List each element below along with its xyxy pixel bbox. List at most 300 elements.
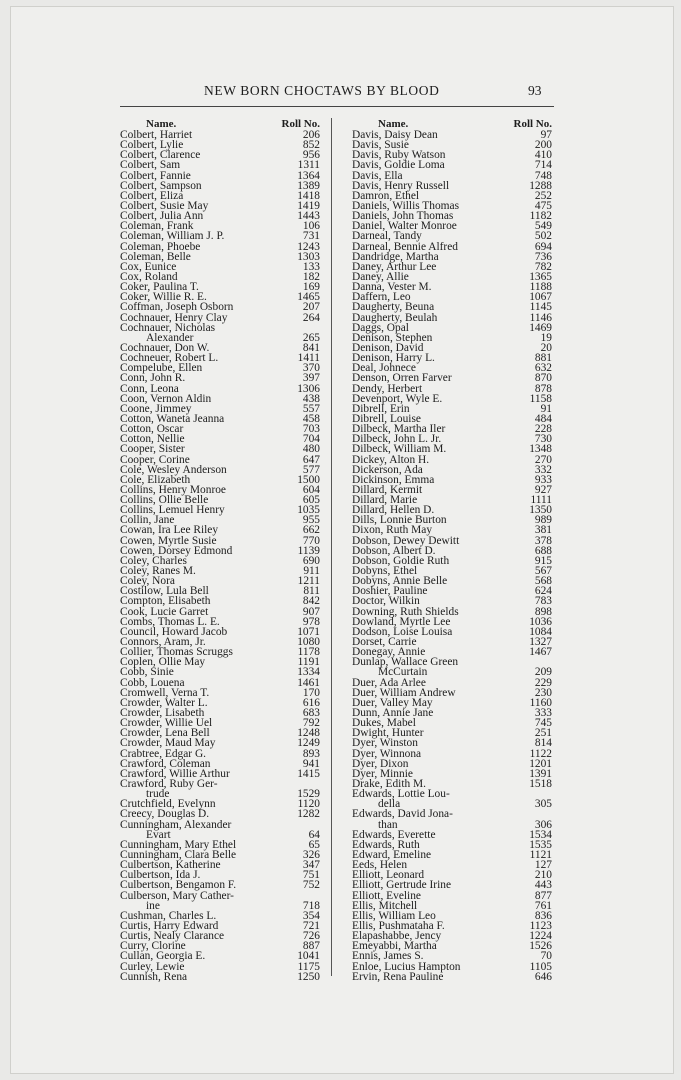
roll-number: 1534 [529, 828, 552, 841]
roll-number: 736 [534, 250, 552, 263]
roll-number: 1248 [297, 727, 320, 740]
roll-number: 703 [302, 423, 320, 436]
roll-number: 1288 [529, 179, 552, 192]
roll-number: 605 [302, 494, 320, 507]
roll-number: 1188 [529, 281, 552, 294]
entry-name: Dills, Lonnie Burton [352, 514, 447, 527]
entry-name: ine [146, 899, 160, 912]
entry-name: Cooper, Corine [120, 453, 190, 466]
entry-name: Eeds, Helen [352, 859, 408, 872]
roll-number: 1469 [529, 321, 552, 334]
roll-number: 332 [534, 463, 552, 476]
entry-name: Cochnauer, Nicholas [120, 321, 216, 334]
roll-number: 783 [534, 595, 552, 608]
entry-name: Curtis, Harry Edward [120, 919, 219, 932]
entry-name: Dodson, Loise Louisa [352, 625, 453, 638]
entry-name: Doshier, Pauline [352, 585, 428, 598]
roll-number: 624 [534, 585, 552, 598]
roll-number: 70 [540, 950, 552, 963]
entry-name: Dilbeck, Martha Iler [352, 423, 446, 436]
roll-number: 206 [302, 129, 320, 141]
roll-number: 210 [534, 869, 552, 882]
entry-name: Ellis, William Leo [352, 909, 436, 922]
entry-name: Collier, Thomas Scruggs [120, 646, 233, 659]
roll-number: 251 [534, 727, 552, 740]
roll-number: 877 [534, 889, 552, 902]
entry-name: Compton, Elisabeth [120, 595, 211, 608]
roll-number: 1391 [529, 767, 552, 780]
roll-number: 1243 [297, 240, 320, 253]
roll-number: 870 [534, 372, 552, 385]
entry-name: Colbert, Lylie [120, 139, 184, 152]
entry-name: Connors, Aram, Jr. [120, 636, 206, 649]
entry-name: Dibrell, Louise [352, 412, 421, 425]
roll-number: 1158 [529, 392, 552, 405]
roll-number: 842 [302, 595, 320, 608]
entry-name: Drake, Edith M. [352, 778, 427, 790]
entry-name: Daggs, Opal [352, 321, 409, 334]
entry-name: Crowder, Lisabeth [120, 707, 205, 720]
entry-name: Cunningham, Clara Belle [120, 848, 237, 861]
roll-number: 1306 [297, 382, 320, 395]
entry-name: Coone, Jimmey [120, 402, 192, 415]
roll-number: 1303 [297, 250, 320, 263]
roll-number: 915 [534, 554, 552, 567]
roll-number: 752 [302, 879, 320, 892]
roll-number: 782 [534, 260, 552, 273]
roll-number: 207 [302, 301, 320, 314]
entry-name: Cochnauer, Don W. [120, 341, 210, 354]
entry-name: Dukes, Mabel [352, 717, 416, 730]
roll-number: 1282 [297, 808, 320, 821]
list-item [120, 951, 320, 961]
roll-number: 19 [540, 331, 552, 344]
entry-name: Cox, Eunice [120, 260, 177, 273]
roll-number: 1348 [529, 443, 552, 456]
entry-name: Crowder, Lena Bell [120, 727, 210, 740]
entry-name: Cochneuer, Robert L. [120, 352, 219, 365]
roll-number: 694 [534, 240, 552, 253]
entry-name: Colbert, Fannie [120, 169, 191, 182]
entry-name: Coon, Vernon Aldin [120, 392, 212, 405]
roll-number: 730 [534, 433, 552, 446]
entry-name: Duer, William Andrew [352, 686, 456, 699]
column-divider [331, 118, 332, 976]
entry-name: Denson, Orren Farver [352, 372, 452, 385]
roll-number: 1080 [297, 636, 320, 649]
roll-number: 1334 [297, 666, 320, 679]
roll-number: 568 [534, 575, 552, 588]
list-item [352, 972, 552, 982]
entry-name: Cowan, Ira Lee Riley [120, 524, 219, 537]
entry-name: Collin, Jane [120, 514, 175, 527]
entry-name: Duer, Valley May [352, 696, 433, 709]
roll-number: 646 [534, 970, 552, 983]
roll-number: 1178 [297, 646, 320, 659]
entry-name: Dobson, Dewey Dewitt [352, 534, 460, 547]
roll-number: 333 [534, 707, 552, 720]
roll-number: 1105 [529, 960, 552, 973]
entry-name: McCurtain [378, 666, 428, 679]
list-item [120, 373, 320, 383]
entry-name: Crabtree, Edgar G. [120, 747, 207, 760]
entry-name: Conn, John R. [120, 372, 186, 385]
roll-number: 907 [302, 605, 320, 618]
roll-number: 209 [534, 666, 552, 679]
roll-number: 1146 [529, 311, 552, 324]
entry-name: Ellis, Pushmataha F. [352, 919, 445, 932]
entry-name: Cobb, Sinie [120, 666, 174, 679]
entry-name: Dickerson, Ada [352, 463, 423, 476]
entry-name: Dickey, Alton H. [352, 453, 430, 466]
entry-name: Edwards, David Jona- [352, 808, 453, 821]
entry-name: Curley, Lewie [120, 960, 185, 973]
roll-number: 841 [302, 341, 320, 354]
roll-number: 170 [302, 686, 320, 699]
roll-number: 1443 [297, 210, 320, 223]
entry-name: Elliott, Gertrude Irine [352, 879, 452, 892]
header-rule [120, 106, 554, 107]
entry-name: Edwards, Ruth [352, 838, 420, 851]
roll-number: 941 [302, 757, 320, 770]
roll-number: 898 [534, 605, 552, 618]
list-item [120, 302, 320, 312]
page-header [10, 83, 674, 103]
entry-name: Cotton, Oscar [120, 423, 184, 436]
roll-number: 1350 [529, 504, 552, 517]
entry-name: Dillard, Kermit [352, 483, 423, 496]
roll-number: 647 [302, 453, 320, 466]
roll-number: 347 [302, 859, 320, 872]
roll-number: 704 [302, 433, 320, 446]
entry-name: Denison, David [352, 341, 424, 354]
entry-name: Denison, Harry L. [352, 352, 435, 365]
entry-name: Dillard, Hellen D. [352, 504, 435, 517]
entry-name: Coley, Ranes M. [120, 565, 196, 578]
entry-name: Dilbeck, William M. [352, 443, 447, 456]
entry-name: Dobyns, Annie Belle [352, 575, 448, 588]
document-page [10, 6, 674, 1074]
roll-number: 1111 [530, 494, 552, 507]
entry-name: Cochnauer, Henry Clay [120, 311, 228, 324]
entry-name: Daugherty, Beuna [352, 301, 435, 314]
roll-number: 378 [534, 534, 552, 547]
roll-number: 836 [534, 909, 552, 922]
entry-name: Colbert, Harriet [120, 129, 193, 141]
entry-name: Colbert, Clarence [120, 149, 201, 162]
roll-number: 1041 [297, 950, 320, 963]
entry-name: Daffern, Leo [352, 291, 411, 304]
entry-name: Cotton, Waneta Jeanna [120, 412, 225, 425]
entry-name: Daniels, Willis Thomas [352, 199, 460, 212]
entry-name: Cobb, Louena [120, 676, 185, 689]
roll-number: 792 [302, 717, 320, 730]
roll-number: 1123 [529, 919, 552, 932]
roll-number: 438 [302, 392, 320, 405]
roll-number: 169 [302, 281, 320, 294]
list-item [352, 951, 552, 961]
entry-name: Coleman, William J. P. [120, 230, 225, 243]
entry-name: Colbert, Sampson [120, 179, 202, 192]
roll-number: 200 [534, 139, 552, 152]
entry-name: Coffman, Joseph Osborn [120, 301, 234, 314]
roll-number: 989 [534, 514, 552, 527]
roll-number: 1526 [529, 940, 552, 953]
roll-number: 721 [302, 919, 320, 932]
roll-number: 1535 [529, 838, 552, 851]
entry-name: Coley, Charles [120, 554, 187, 567]
roll-number: 1160 [529, 696, 552, 709]
entry-name: Conn, Leona [120, 382, 179, 395]
entry-name: Enloe, Lucius Hampton [352, 960, 461, 973]
entry-name: Dwight, Hunter [352, 727, 424, 740]
entry-name: Elapashabbe, Jency [352, 930, 442, 943]
entry-name: Coleman, Phoebe [120, 240, 201, 253]
roll-number: 745 [534, 717, 552, 730]
entry-name: Dunlap, Wallace Green [352, 656, 459, 669]
roll-number: 265 [302, 331, 320, 344]
entry-name: Dibrell, Erin [352, 402, 410, 415]
entry-name: Dunn, Annie Jane [352, 707, 434, 720]
entry-name: Cowen, Myrtle Susie [120, 534, 217, 547]
entry-name: Daugherty, Beulah [352, 311, 438, 324]
roll-number: 1224 [529, 930, 552, 943]
entry-name: Daniels, John Thomas [352, 210, 454, 223]
list-item [120, 972, 320, 982]
entry-name: Cole, Wesley Anderson [120, 463, 227, 476]
entry-name: Dilbeck, John L. Jr. [352, 433, 442, 446]
roll-number: 1418 [297, 189, 320, 202]
entry-name: Culbertson, Ida J. [120, 869, 201, 882]
roll-number: 1389 [297, 179, 320, 192]
roll-number: 1327 [529, 636, 552, 649]
entry-name: Colbert, Eliza [120, 189, 184, 202]
entry-name: Culbertson, Bengamon F. [120, 879, 237, 892]
entry-name: Collins, Lemuel Henry [120, 504, 225, 517]
roll-number: 1500 [297, 473, 320, 486]
roll-number: 410 [534, 149, 552, 162]
entry-name: Culberson, Mary Cather- [120, 889, 234, 902]
entry-name: Ellis, Mitchell [352, 899, 418, 912]
entry-name: Elliott, Leonard [352, 869, 425, 882]
roll-number: 956 [302, 149, 320, 162]
roll-number: 370 [302, 362, 320, 375]
right-column [352, 118, 552, 982]
entry-name: than [378, 818, 398, 831]
roll-number: 567 [534, 565, 552, 578]
entry-name: Cunnish, Rena [120, 970, 188, 983]
roll-number: 306 [534, 818, 552, 831]
entry-name: Dickinson, Emma [352, 473, 435, 486]
entry-name: Duer, Ada Arlee [352, 676, 426, 689]
roll-number: 1311 [297, 159, 320, 172]
entry-name: Emeyabbi, Martha [352, 940, 437, 953]
entry-name: Dobyns, Ethel [352, 565, 418, 578]
entry-name: Crawford, Ruby Ger- [120, 778, 218, 790]
roll-number: 748 [534, 169, 552, 182]
entry-name: Downing, Ruth Shields [352, 605, 459, 618]
entry-name: Davis, Goldie Loma [352, 159, 445, 172]
roll-number: 557 [302, 402, 320, 415]
roll-number: 475 [534, 199, 552, 212]
entry-name: Cook, Lucie Garret [120, 605, 209, 618]
roll-number: 106 [302, 220, 320, 233]
roll-number: 270 [534, 453, 552, 466]
roll-number: 502 [534, 230, 552, 243]
entry-name: Crowder, Maud May [120, 737, 216, 750]
roll-number: 718 [302, 899, 320, 912]
roll-number: 381 [534, 524, 552, 537]
entry-name: della [378, 798, 401, 811]
entry-name: Dyer, Minnie [352, 767, 413, 780]
roll-number: 1121 [529, 848, 552, 861]
entry-name: Edwards, Lottie Lou- [352, 788, 450, 801]
entry-name: Evart [146, 828, 171, 841]
entry-name: Creecy, Douglas D. [120, 808, 210, 821]
left-column [120, 118, 320, 982]
roll-header: Roll No. [281, 118, 320, 130]
entry-name: Cox, Roland [120, 270, 178, 283]
roll-number: 927 [534, 483, 552, 496]
entry-name: Cromwell, Verna T. [120, 686, 210, 699]
roll-number: 726 [302, 930, 320, 943]
roll-number: 1250 [297, 970, 320, 983]
roll-number: 458 [302, 412, 320, 425]
roll-number: 1182 [529, 210, 552, 223]
roll-number: 64 [308, 828, 320, 841]
entry-name: Curry, Clorine [120, 940, 186, 953]
roll-number: 1465 [297, 291, 320, 304]
entry-name: Danna, Vester M. [352, 281, 432, 294]
roll-number: 751 [302, 869, 320, 882]
entry-name: Cowen, Dorsey Edmond [120, 544, 233, 557]
roll-number: 1067 [529, 291, 552, 304]
entry-name: Coleman, Belle [120, 250, 191, 263]
roll-number: 549 [534, 220, 552, 233]
roll-number: 1415 [297, 767, 320, 780]
entry-name: Cooper, Sister [120, 443, 185, 456]
entry-name: Coplen, Ollie May [120, 656, 206, 669]
roll-header: Roll No. [513, 118, 552, 130]
roll-number: 484 [534, 412, 552, 425]
entry-name: Colbert, Sam [120, 159, 181, 172]
roll-number: 1461 [297, 676, 320, 689]
entry-name: trude [146, 788, 170, 801]
entry-name: Edwards, Everette [352, 828, 436, 841]
entry-name: Dobson, Albert D. [352, 544, 436, 557]
roll-number: 714 [534, 159, 552, 172]
roll-number: 690 [302, 554, 320, 567]
entry-name: Davis, Henry Russell [352, 179, 450, 192]
entry-name: Dixon, Ruth May [352, 524, 433, 537]
entry-name: Council, Howard Jacob [120, 625, 228, 638]
roll-number: 814 [534, 737, 552, 750]
entry-name: Edward, Emeline [352, 848, 432, 861]
entry-name: Collins, Henry Monroe [120, 483, 226, 496]
roll-number: 252 [534, 189, 552, 202]
name-header: Name. [378, 118, 409, 130]
entry-name: Crutchfield, Evelynn [120, 798, 216, 811]
roll-number: 65 [308, 838, 320, 851]
roll-number: 662 [302, 524, 320, 537]
roll-number: 1201 [529, 757, 552, 770]
list-item [352, 444, 552, 454]
entry-name: Dyer, Winston [352, 737, 418, 750]
entry-name: Dillard, Marie [352, 494, 418, 507]
roll-number: 354 [302, 909, 320, 922]
roll-number: 1364 [297, 169, 320, 182]
entry-name: Costilow, Lula Bell [120, 585, 209, 598]
entry-name: Colbert, Susie May [120, 199, 209, 212]
roll-number: 688 [534, 544, 552, 557]
roll-number: 878 [534, 382, 552, 395]
entry-name: Elliott, Eveline [352, 889, 421, 902]
roll-number: 1467 [529, 646, 552, 659]
entry-name: Darneal, Tandy [352, 230, 422, 243]
entry-name: Davis, Daisy Dean [352, 129, 438, 141]
entry-name: Dorset, Carrie [352, 636, 417, 649]
roll-number: 616 [302, 696, 320, 709]
entry-name: Devenport, Wyle E. [352, 392, 443, 405]
entry-name: Daniel, Walter Monroe [352, 220, 457, 233]
entry-name: Dobson, Goldie Ruth [352, 554, 450, 567]
roll-number: 1419 [297, 199, 320, 212]
entry-name: Combs, Thomas L. E. [120, 615, 220, 628]
roll-number: 1411 [297, 352, 320, 365]
entry-name: Ervin, Rena Pauline [352, 970, 444, 983]
page-number: 93 [528, 83, 542, 98]
list-item [120, 444, 320, 454]
roll-number: 761 [534, 899, 552, 912]
entry-name: Ennis, James S. [352, 950, 424, 963]
roll-number: 397 [302, 372, 320, 385]
entry-name: Cole, Elizabeth [120, 473, 191, 486]
page-title: NEW BORN CHOCTAWS BY BLOOD [204, 83, 440, 98]
entry-name: Davis, Ella [352, 169, 403, 182]
entry-name: Davis, Susie [352, 139, 409, 152]
roll-number: 230 [534, 686, 552, 699]
roll-number: 770 [302, 534, 320, 547]
entry-name: Crawford, Coleman [120, 757, 211, 770]
entry-name: Darneal, Bennie Alfred [352, 240, 458, 253]
roll-number: 1084 [529, 625, 552, 638]
roll-number: 731 [302, 230, 320, 243]
roll-number: 91 [540, 402, 552, 415]
roll-number: 978 [302, 615, 320, 628]
entry-name: Daney, Arthur Lee [352, 260, 437, 273]
roll-number: 229 [534, 676, 552, 689]
entry-name: Doctor, Wilkin [352, 595, 420, 608]
entry-name: Culbertson, Katherine [120, 859, 221, 872]
entry-name: Dyer, Winnona [352, 747, 422, 760]
entry-name: Dandridge, Martha [352, 250, 439, 263]
name-header: Name. [146, 118, 177, 130]
roll-number: 305 [534, 798, 552, 811]
entry-name: Cullan, Georgia E. [120, 950, 206, 963]
entry-name: Compelube, Ellen [120, 362, 203, 375]
entry-name: Alexander [146, 331, 194, 344]
entry-name: Coker, Willie R. E. [120, 291, 207, 304]
roll-number: 887 [302, 940, 320, 953]
roll-number: 264 [302, 311, 320, 324]
entry-name: Cunningham, Alexander [120, 818, 232, 831]
roll-number: 1191 [297, 656, 320, 669]
entry-name: Collins, Ollie Belle [120, 494, 209, 507]
entry-name: Coley, Nora [120, 575, 175, 588]
entry-name: Dendy, Herbert [352, 382, 423, 395]
roll-number: 97 [540, 129, 552, 141]
roll-number: 911 [303, 565, 320, 578]
